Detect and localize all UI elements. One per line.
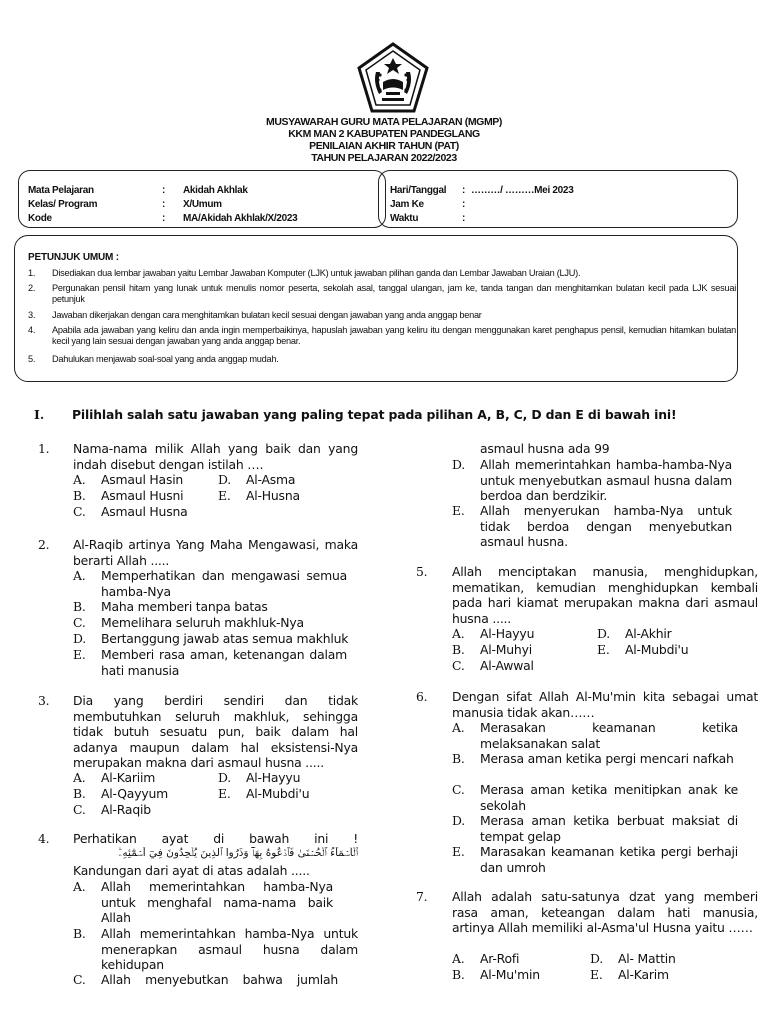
option-letter: C. [452, 658, 465, 673]
instruction-item [28, 283, 736, 307]
option-letter: B. [73, 488, 86, 503]
class-value: X/Umum [183, 199, 222, 210]
question-7 [416, 889, 758, 951]
question-stem: Dengan sifat Allah Al-Mu'min kita sebagai umat manusia tidak akan…… [452, 689, 758, 720]
option-letter: B. [73, 599, 86, 614]
option-letter: B. [452, 751, 465, 766]
instruction-text: Jawaban dikerjakan dengan cara menghitamkan bulatan kecil sesuai dengan jawaban yang anda anggap benar [52, 310, 482, 320]
option-text: Allah memerintahkan hamba-Nya untuk menerapkan asmaul husna dalam kehidupan [101, 926, 358, 973]
schedule-info-box [378, 170, 738, 228]
option [73, 647, 347, 679]
instruction-text: Pergunakan pensil hitam yang lunak untuk menulis nomor peserta, sekolah asal, tanggal ulangan, jam ke, tanda tangan dan menghitamkan bulatan kecil pada LJK sesuai petunjuk [52, 283, 736, 305]
option-letter: C. [73, 504, 86, 519]
option [452, 813, 738, 845]
question-number: 7. [416, 889, 428, 904]
question-stem: Nama-nama milik Allah yang baik dan yang indah disebut dengan istilah …. [73, 441, 358, 472]
instruction-item [28, 354, 736, 366]
question-number: 1. [38, 441, 50, 456]
instruction-number: 5. [28, 354, 36, 364]
option-text: asmaul husna ada 99 [480, 441, 610, 456]
quran-verse: ٱلۡأَسۡمَآءُ ٱلۡحُسۡنَىٰ فَٱدۡعُوهُ بِهَاۖ وَذَرُواْ ٱلَّذِينَ يُلۡحِدُونَ فِيٓ أَسۡمَٰٓئِهِۦۚ [118, 847, 358, 859]
question-4 [38, 831, 358, 847]
option-text: Al-Mu'min [480, 967, 540, 982]
option [73, 879, 358, 927]
option-text: Allah memerintahkan hamba-Nya untuk menghafal nama-nama baik Allah [101, 879, 333, 926]
option-text: Al-Raqib [101, 802, 151, 817]
question-number: 6. [416, 689, 428, 704]
question-number: 3. [38, 693, 50, 708]
option-letter: D. [73, 631, 87, 646]
option-letter: A. [73, 879, 86, 894]
question-1 [38, 441, 358, 473]
option-text: Merasa aman ketika berbuat maksiat di tempat gelap [480, 813, 738, 844]
option-text: Al-Kariim [101, 770, 156, 785]
option [73, 568, 347, 600]
section-number: I. [34, 407, 45, 422]
option-letter: C. [73, 972, 86, 987]
option-text: Al-Awwal [480, 658, 534, 673]
code-value: MA/Akidah Akhlak/X/2023 [183, 213, 298, 224]
option-text: Bertanggung jawab atas semua makhluk [101, 631, 349, 646]
question-number: 4. [38, 831, 50, 846]
option-text: Asmaul Husna [101, 504, 188, 519]
option-text: Al-Mubdi'u [246, 786, 310, 801]
info-sep: : [162, 185, 166, 196]
option-text: Allah memerintahkan hamba-hamba-Nya untuk menyebutkan asmaul husna dalam berdoa dan berdzikir. [480, 457, 732, 504]
option-text: Asmaul Hasin [101, 472, 184, 487]
option [452, 503, 737, 551]
option-text: Merasa aman ketika pergi mencari nafkah [480, 751, 734, 766]
option-letter: A. [452, 626, 465, 641]
option-letter: E. [597, 642, 610, 657]
option-letter: B. [452, 967, 465, 982]
header-academic-year: TAHUN PELAJARAN 2022/2023 [311, 152, 457, 164]
option-letter: E. [218, 786, 231, 801]
option [452, 720, 738, 752]
info-sep: : [462, 199, 466, 210]
option-text: Allah menyebutkan bahwa jumlah [101, 972, 338, 987]
option-letter: E. [452, 844, 465, 859]
option-letter: D. [452, 457, 466, 472]
option-text: Al-Asma [246, 472, 296, 487]
option [73, 926, 358, 974]
question-3 [38, 693, 358, 771]
option-text: Asmaul Husni [101, 488, 184, 503]
option-letter: C. [73, 802, 86, 817]
option-text: Al-Mubdi'u [625, 642, 689, 657]
question-stem: Allah menciptakan manusia, menghidupkan, mematikan, kemudian menghidupkan kembali pada hari kiamat merupakan makna dari asmaul husna ..... [452, 564, 758, 626]
option-text: Al-Karim [618, 967, 669, 982]
question-stem: Perhatikan ayat di bawah ini ! [73, 831, 358, 846]
instruction-text: Dahulukan menjawab soal-soal yang anda anggap mudah. [52, 354, 279, 364]
info-label: Hari/Tanggal [390, 185, 447, 196]
option [452, 751, 738, 783]
option-text: Al-Akhir [625, 626, 672, 641]
question-stem: Dia yang berdiri sendiri dan tidak membutuhkan seluruh makhluk, sehingga tidak butuh sesuatu pun, baik dalam hal adanya maupun dalam hal eksistensi-Nya merupakan makna dari asmaul husna ..... [73, 693, 358, 771]
option-letter: C. [452, 782, 465, 797]
option-letter: E. [218, 488, 231, 503]
option-letter: E. [590, 967, 603, 982]
option-text: Merasakan keamanan ketika melaksanakan salat [480, 720, 738, 751]
option-letter: A. [73, 472, 86, 487]
instruction-text: Apabila ada jawaban yang keliru dan anda ingin memperbaikinya, hapuslah jawaban yang keliru itu dengan menggunakan karet penghapus pensil, kemudian hitamkan bulatan kecil yang lain sesuai dengan jawaban yang anda anggap benar. [52, 325, 736, 347]
option-text: Allah menyerukan hamba-Nya untuk tidak berdoa dengan menyebutkan asmaul husna. [480, 503, 732, 550]
instructions-title: PETUNJUK UMUM : [28, 252, 119, 263]
option-letter: A. [452, 720, 465, 735]
option-letter: D. [590, 951, 604, 966]
info-label: Jam Ke [390, 199, 424, 210]
option-letter: B. [73, 786, 86, 801]
date-value: ………/ ………Mei 2023 [471, 185, 574, 196]
section-instruction: Pilihlah salah satu jawaban yang paling tepat pada pilihan A, B, C, D dan E di bawah ini! [72, 407, 677, 422]
option-letter: D. [452, 813, 466, 828]
question-stem: Kandungan dari ayat di atas adalah ..... [73, 863, 310, 878]
option-letter: B. [73, 926, 86, 941]
option-letter: A. [452, 951, 465, 966]
option-letter: E. [452, 503, 465, 518]
question-stem: Al-Raqib artinya Yang Maha Mengawasi, maka berarti Allah ..... [73, 537, 358, 568]
option [452, 844, 738, 876]
option-letter: C. [73, 615, 86, 630]
option-text: Maha memberi tanpa batas [101, 599, 268, 614]
header-exam-title: PENILAIAN AKHIR TAHUN (PAT) [309, 140, 459, 152]
option-text: Ar-Rofi [480, 951, 520, 966]
option-text: Al-Hayyu [246, 770, 301, 785]
instruction-text: Disediakan dua lembar jawaban yaitu Lembar Jawaban Komputer (LJK) untuk jawaban pilihan ganda dan Lembar Jawaban Uraian (LJU). [52, 268, 581, 278]
info-sep: : [162, 199, 166, 210]
option-text: Memelihara seluruh makhluk-Nya [101, 615, 304, 630]
info-label: Kode [28, 213, 52, 224]
instruction-number: 2. [28, 283, 36, 293]
instruction-number: 1. [28, 268, 36, 278]
option-text: Al-Muhyi [480, 642, 532, 657]
kemenag-logo [356, 42, 430, 114]
option-text: Marasakan keamanan ketika pergi berhaji dan umroh [480, 844, 738, 875]
option-letter: D. [597, 626, 611, 641]
option [452, 782, 738, 814]
info-label: Kelas/ Program [28, 199, 98, 210]
option-text: Al- Mattin [618, 951, 676, 966]
header-organization: MUSYAWARAH GURU MATA PELAJARAN (MGMP) [265, 116, 503, 128]
option-letter: A. [73, 568, 86, 583]
option [452, 457, 737, 505]
instruction-number: 3. [28, 310, 36, 320]
info-label: Waktu [390, 213, 419, 224]
option-letter: E. [73, 647, 86, 662]
header-school: KKM MAN 2 KABUPATEN PANDEGLANG [288, 128, 480, 140]
instruction-number: 4. [28, 325, 36, 335]
question-6 [416, 689, 758, 721]
question-5 [416, 564, 758, 626]
option-letter: B. [452, 642, 465, 657]
instruction-item [28, 325, 736, 349]
instruction-item [28, 310, 736, 322]
option-letter: D. [218, 472, 232, 487]
option-text: Al-Husna [246, 488, 300, 503]
question-2 [38, 537, 358, 569]
question-stem: Allah adalah satu-satunya dzat yang memberi rasa aman, keteangan dalam hati manusia, artinya Allah memiliki al-Asma'ul Husna yaitu …… [452, 889, 758, 936]
option-text: Al-Hayyu [480, 626, 535, 641]
subject-value: Akidah Akhlak [183, 185, 248, 196]
instruction-item [28, 268, 736, 280]
option-text: Al-Qayyum [101, 786, 168, 801]
question-number: 2. [38, 537, 50, 552]
option-text: Merasa aman ketika menitipkan anak ke sekolah [480, 782, 738, 813]
info-sep: : [462, 213, 466, 224]
info-sep: : [462, 185, 466, 196]
info-sep: : [162, 213, 166, 224]
option-text: Memperhatikan dan mengawasi semua hamba-Nya [101, 568, 347, 599]
info-label: Mata Pelajaran [28, 185, 94, 196]
option-letter: D. [218, 770, 232, 785]
option-text: Memberi rasa aman, ketenangan dalam hati manusia [101, 647, 347, 678]
option-letter: A. [73, 770, 86, 785]
question-number: 5. [416, 564, 428, 579]
